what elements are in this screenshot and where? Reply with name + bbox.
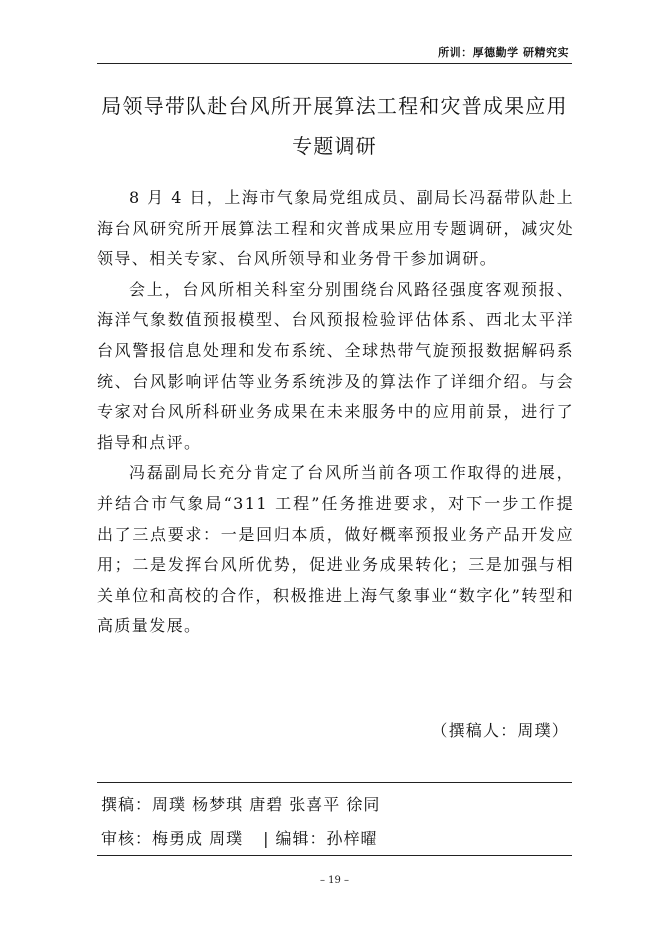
credits-separator: | (263, 829, 270, 848)
page-number: – 19 – (319, 875, 350, 886)
article-title-line-2: 专题调研 (292, 134, 377, 158)
writers-names: 周璞 杨梦琪 唐碧 张喜平 徐同 (152, 795, 381, 814)
credits-writers-row (101, 792, 386, 815)
article-body (97, 183, 574, 642)
paragraph-2: 会上，台风所相关科室分别围绕台风路径强度客观预报、海洋气象数值预报模型、台风预报检验评估体系、西北太平洋台风警报信息处理和发布系统、全球热带气旋预报数据解码系统、台风影响评估等业务系统涉及的算法作了详细介绍。与会专家对台风所科研业务成果在未来服务中的应用前景，进行了指导和点评。 (97, 279, 574, 452)
reviewers-label: 审核： (101, 829, 153, 848)
header-motto: 所训：厚德勤学 研精究实 (438, 46, 569, 59)
header-rule (97, 63, 572, 64)
editor-name: 孙梓曜 (326, 829, 378, 848)
paragraph-3: 冯磊副局长充分肯定了台风所当前各项工作取得的进展，并结合市气象局“311 工程”任务推进要求，对下一步工作提出了三点要求：一是回归本质，做好概率预报业务产品开发应用；二是发挥台风所优势，促进业务成果转化；三是加强与相关单位和高校的合作，积极推进上海气象事业“数字化”转型和高质量发展。 (97, 463, 574, 636)
editor-label: 编辑： (275, 829, 327, 848)
credits-review-row (101, 826, 384, 849)
article-title-line-1: 局领导带队赴台风所开展算法工程和灾普成果应用 (101, 94, 568, 118)
reviewers-names: 梅勇成 周璞 (152, 829, 244, 848)
credits-bottom-rule (97, 855, 572, 856)
author-note: （撰稿人：周璞） (431, 721, 569, 740)
credits-top-rule (97, 782, 572, 783)
paragraph-1: 8 月 4 日，上海市气象局党组成员、副局长冯磊带队赴上海台风研究所开展算法工程和灾普成果应用专题调研，减灾处领导、相关专家、台风所领导和业务骨干参加调研。 (97, 188, 574, 269)
writers-label: 撰稿： (101, 795, 153, 814)
